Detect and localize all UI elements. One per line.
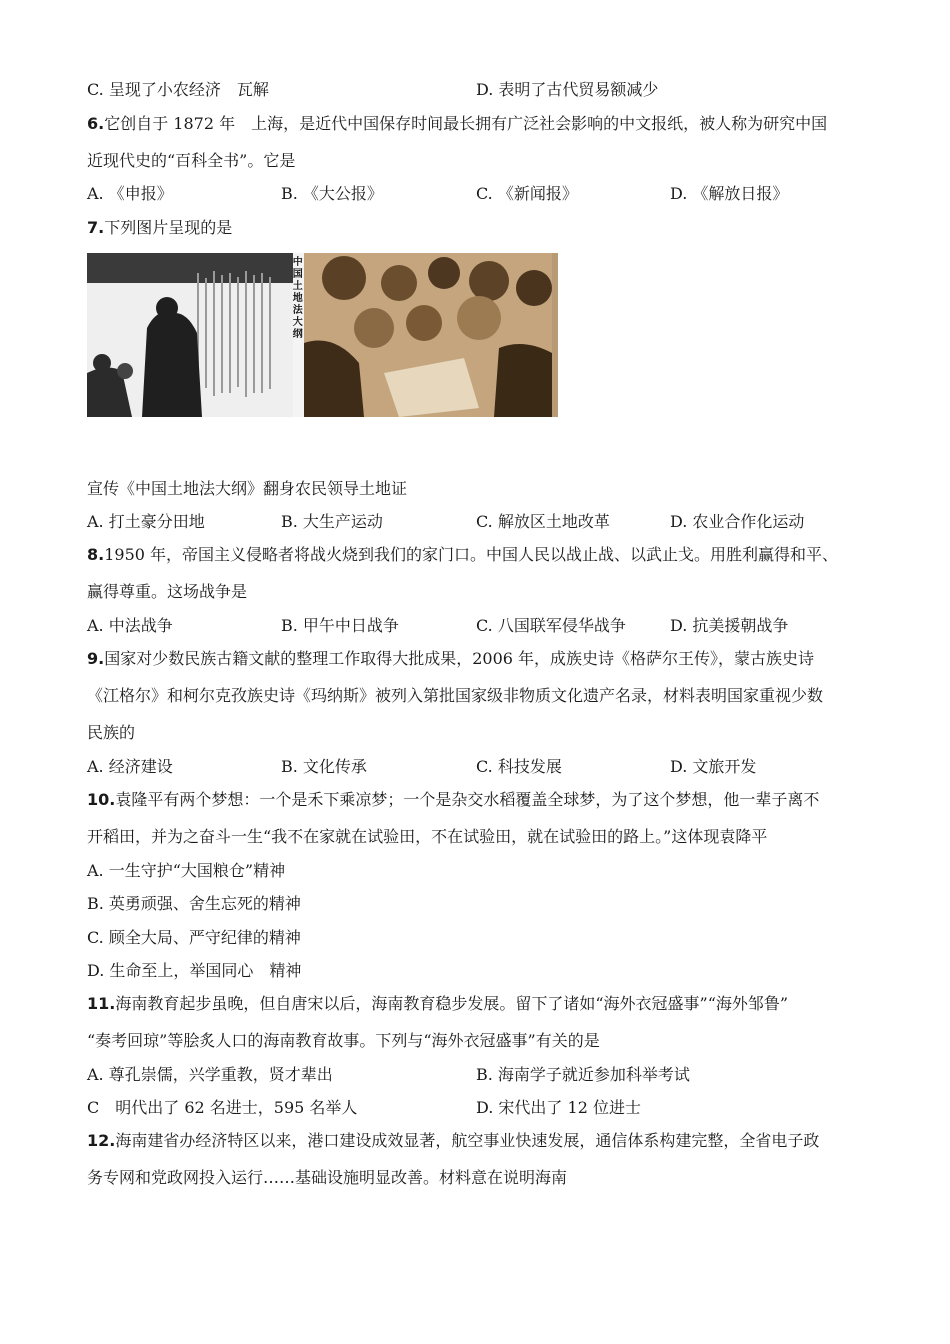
q12-number: 12. bbox=[87, 1131, 116, 1150]
q8-stem-line1 bbox=[87, 545, 838, 565]
q10-number: 10. bbox=[87, 790, 116, 809]
q9-stem-line2: 《江格尔》和柯尔克孜族史诗《玛纳斯》被列入第批国家级非物质文化遗产名录，材料表明国家重视少数 bbox=[87, 686, 824, 705]
q6-option-a: A. 《申报》 bbox=[87, 184, 173, 203]
q9-stem-line3: 民族的 bbox=[87, 723, 136, 742]
q11-stem-line1 bbox=[87, 994, 788, 1014]
q5-option-c: C. 呈现了小农经济 瓦解 bbox=[87, 80, 269, 99]
q8-option-a: A. 中法战争 bbox=[87, 616, 173, 635]
q10-option-b: B. 英勇顽强、舍生忘死的精神 bbox=[87, 894, 301, 913]
q6-stem-line1 bbox=[87, 114, 827, 134]
q9-text1: 国家对少数民族古籍文献的整理工作取得大批成果，2006 年，成族史诗《格萨尔王传》，蒙古族史诗 bbox=[104, 649, 815, 668]
q6-option-b: B. 《大公报》 bbox=[281, 184, 383, 203]
q10-text1: 袁隆平有两个梦想：一个是禾下乘凉梦；一个是杂交水稻覆盖全球梦，为了这个梦想，他一辈子离不 bbox=[115, 790, 820, 809]
q10-option-c: C. 顾全大局、严守纪律的精神 bbox=[87, 928, 301, 947]
q11-number: 11. bbox=[87, 994, 116, 1013]
q7-caption: 宣传《中国土地法大纲》翻身农民领导土地证 bbox=[87, 479, 408, 498]
q7-text: 下列图片呈现的是 bbox=[104, 218, 233, 237]
q9-option-d: D. 文旅开发 bbox=[670, 757, 757, 776]
q9-number: 9. bbox=[87, 649, 105, 668]
q8-number: 8. bbox=[87, 545, 105, 564]
q6-number: 6. bbox=[87, 114, 105, 133]
q8-option-c: C. 八国联军侵华战争 bbox=[476, 616, 626, 635]
q9-option-a: A. 经济建设 bbox=[87, 757, 173, 776]
q5-option-d: D. 表明了古代贸易额减少 bbox=[476, 80, 659, 99]
q10-option-a: A. 一生守护“大国粮仓”精神 bbox=[87, 861, 286, 880]
q8-text1: 1950 年，帝国主义侵略者将战火烧到我们的家门口。中国人民以战止战、以武止戈。用胜利赢得和平、 bbox=[104, 545, 839, 564]
q6-option-d: D. 《解放日报》 bbox=[670, 184, 789, 203]
q6-text1: 它创自于 1872 年 上海，是近代中国保存时间最长拥有广泛社会影响的中文报纸，被人称为研究中国 bbox=[104, 114, 828, 133]
q7-number: 7. bbox=[87, 218, 105, 237]
q7-image-title-text: 中国土地法大纲 bbox=[292, 257, 303, 340]
q7-stem bbox=[87, 218, 232, 238]
q7-option-a: A. 打土豪分田地 bbox=[87, 512, 205, 531]
q7-option-b: B. 大生产运动 bbox=[281, 512, 383, 531]
q9-option-b: B. 文化传承 bbox=[281, 757, 367, 776]
q11-option-b: B. 海南学子就近参加科举考试 bbox=[476, 1065, 690, 1084]
q8-option-d: D. 抗美援朝战争 bbox=[670, 616, 789, 635]
q7-option-d: D. 农业合作化运动 bbox=[670, 512, 805, 531]
q12-text1: 海南建省办经济特区以来，港口建设成效显著，航空事业快速发展，通信体系构建完整，全省电子政 bbox=[115, 1131, 820, 1150]
q12-stem-line1 bbox=[87, 1131, 819, 1151]
q7-photo-propaganda bbox=[87, 253, 293, 417]
q6-option-c: C. 《新闻报》 bbox=[476, 184, 578, 203]
q10-stem-line2: 开稻田，并为之奋斗一生“我不在家就在试验田，不在试验田，就在试验田的路上。”这体现袁降平 bbox=[87, 827, 768, 846]
q7-photo-farmers bbox=[304, 253, 558, 417]
q12-stem-line2: 务专网和党政网投入运行……基础设施明显改善。材料意在说明海南 bbox=[87, 1168, 568, 1187]
q8-stem-line2: 赢得尊重。这场战争是 bbox=[87, 582, 248, 601]
q11-option-c: C 明代出了 62 名进士，595 名举人 bbox=[87, 1098, 358, 1117]
q11-option-d: D. 宋代出了 12 位进士 bbox=[476, 1098, 641, 1117]
q7-image-title-strip bbox=[293, 253, 305, 417]
q8-option-b: B. 甲午中日战争 bbox=[281, 616, 399, 635]
q11-option-a: A. 尊孔崇儒，兴学重教，贤才辈出 bbox=[87, 1065, 333, 1084]
q9-option-c: C. 科技发展 bbox=[476, 757, 562, 776]
q7-photo-pair bbox=[87, 253, 558, 417]
q6-stem-line2: 近现代史的“百科全书”。它是 bbox=[87, 151, 296, 170]
q10-stem-line1 bbox=[87, 790, 819, 810]
q11-text1: 海南教育起步虽晚，但自唐宋以后，海南教育稳步发展。留下了诸如“海外衣冠盛事”“海外邹鲁” bbox=[115, 994, 789, 1013]
q9-stem-line1 bbox=[87, 649, 814, 669]
q11-stem-line2: “奏考回琼”等脍炙人口的海南教育故事。下列与“海外衣冠盛事”有关的是 bbox=[87, 1031, 600, 1050]
q7-option-c: C. 解放区土地改革 bbox=[476, 512, 610, 531]
q10-option-d: D. 生命至上，举国同心 精神 bbox=[87, 961, 302, 980]
